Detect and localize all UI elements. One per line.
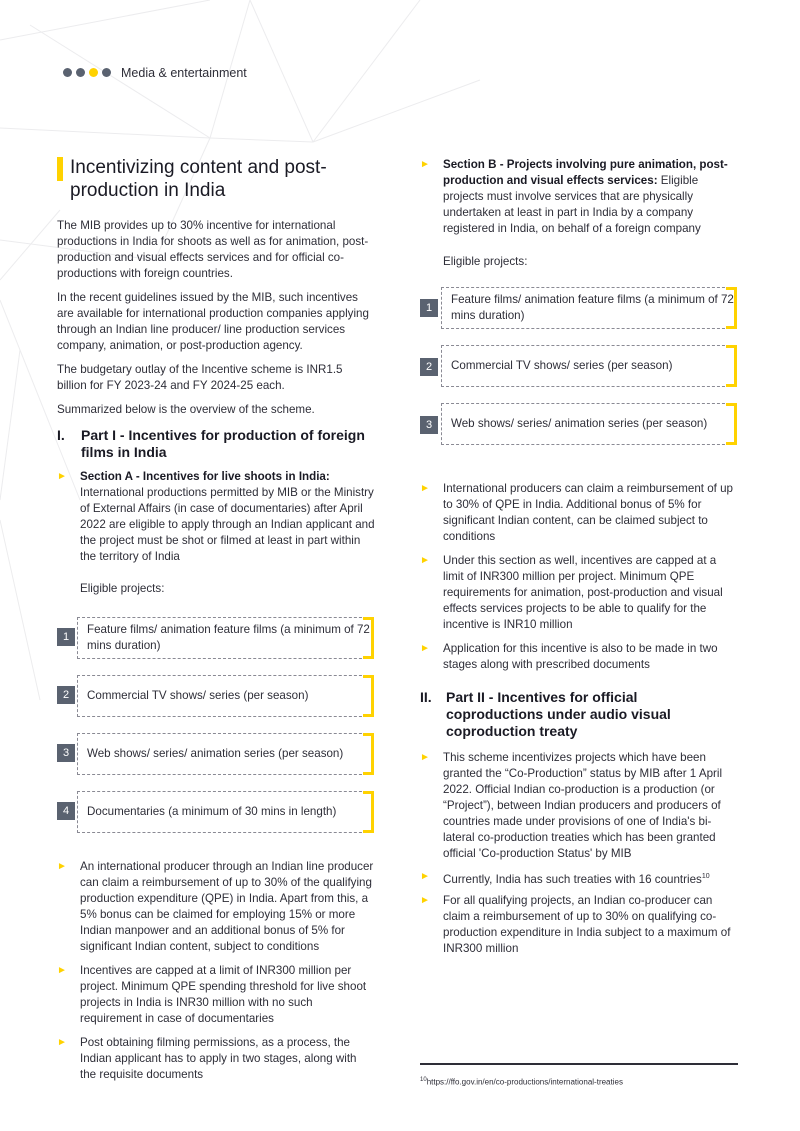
bullet [420,481,738,545]
project-text: Feature films/ animation feature films (a minimum of 72 mins duration) [451,293,734,322]
arrow-bullet-icon: ► [420,871,430,882]
bullet [57,963,375,1027]
part2-heading [420,689,710,740]
arrow-bullet-icon: ► [57,965,67,976]
eligible-label: Eligible projects: [80,582,165,595]
arrow-bullet-icon: ► [420,752,430,763]
heading-number: II. [420,689,432,705]
bullet [420,869,738,888]
bullet [57,859,375,955]
project-number: 3 [57,744,75,762]
eligible-label: Eligible projects: [443,255,528,268]
title-accent-bar [57,157,63,181]
bullet [57,1035,375,1083]
section-indicator-dots [63,68,111,77]
arrow-bullet-icon: ► [420,483,430,494]
project-text: Documentaries (a minimum of 30 mins in length) [87,805,337,818]
bullet-text: Post obtaining filming permissions, as a process, the Indian applicant has to apply in two stages, along with the requisite documents [80,1036,357,1081]
arrow-bullet-icon: ► [420,159,430,170]
bullet-text: Currently, India has such treaties with 16 countries [443,872,702,886]
project-box [441,403,735,445]
intro-paragraph: The budgetary outlay of the Incentive scheme is INR1.5 billion for FY 2023-24 and FY 2024-25 each. [57,363,343,392]
footnote-divider [420,1063,738,1065]
bullet-text: Incentives are capped at a limit of INR300 million per project. Minimum QPE spending threshold for live shoot projects in India is INR30 million with no such requirement in case of documentaries [80,964,367,1025]
intro-paragraph: In the recent guidelines issued by the MIB, such incentives are available for international production companies applying through an Indian line producer/ line production services company, animation, or post-production agency. [57,291,369,352]
part1-heading [57,427,377,461]
intro-paragraph: The MIB provides up to 30% incentive for international productions in India for shoots as well as for animation, post-production and visual effects services and for official co-productions with foreign countries. [57,219,369,280]
project-number: 2 [420,358,438,376]
project-box [441,345,735,387]
bullet [420,750,738,862]
arrow-bullet-icon: ► [420,643,430,654]
intro [57,218,369,418]
bullet-label: Section A - Incentives for live shoots in India: [80,470,330,483]
project-text: Commercial TV shows/ series (per season) [451,359,673,372]
arrow-bullet-icon: ► [57,861,67,872]
intro-paragraph: Summarized below is the overview of the scheme. [57,403,315,416]
project-text: Web shows/ series/ animation series (per season) [451,417,708,430]
project-number: 1 [57,628,75,646]
indicator-dot [63,68,72,77]
section-a-bullet [57,469,375,565]
footnote-number: 10 [420,1077,427,1083]
project-text: Feature films/ animation feature films (a minimum of 72 mins duration) [87,623,370,652]
project-number: 3 [420,416,438,434]
project-text: Commercial TV shows/ series (per season) [87,689,309,702]
project-box [77,791,372,833]
bullet-text: International productions permitted by MIB or the Ministry of External Affairs (in case of documentaries) after April 2022 are eligible to apply through an Indian applicant and the project must be shot or filmed at least in part within the territory of India [80,486,375,563]
bullet [420,641,738,673]
heading-text: Part I - Incentives for production of foreign films in India [81,427,365,460]
project-number: 4 [57,802,75,820]
footnote [420,1077,623,1087]
bullet-text: For all qualifying projects, an Indian co-producer can claim a reimbursement of up to 30% on qualifying co-production expenditure in India subject to a maximum of INR300 million [443,894,731,955]
bullet-label: Section B - Projects involving pure animation, post-production and visual effects services: [443,158,728,187]
project-number: 2 [57,686,75,704]
indicator-dot [102,68,111,77]
bullet-text: This scheme incentivizes projects which have been granted the “Co-Production” status by MIB after 1 April 2022. Official Indian co-production is a production (or “Project”), between Indian producers and producers of countries made under provisions of one of India's bi-lateral co-production treaties which has been granted official 'Co-production Status' by MIB [443,751,723,860]
footnote-reference[interactable]: 10 [701,873,710,880]
arrow-bullet-icon: ► [57,1037,67,1048]
bullet-text: An international producer through an Indian line producer can claim a reimbursement of up to 30% of the qualifying production expenditure (QPE) in India. Apart from this, a 5% bonus can be claimed for employing 15% or more Indian manpower and an additional bonus of 5% for significant Indian content, subject to conditions [80,860,374,953]
project-box [77,617,372,659]
bullet-text: Eligible projects must involve services that are physically undertaken at least in part in India by a company registered in India, on behalf of a foreign company [443,174,701,235]
arrow-bullet-icon: ► [57,471,67,482]
section-b-bullet [420,157,740,237]
arrow-bullet-icon: ► [420,555,430,566]
indicator-dot-active [89,68,98,77]
project-text: Web shows/ series/ animation series (per season) [87,747,344,760]
bullet [420,553,738,633]
project-box [77,675,372,717]
indicator-dot [76,68,85,77]
project-box [441,287,735,329]
heading-number: I. [57,427,65,443]
bullet-text: Application for this incentive is also to be made in two stages along with prescribed documents [443,642,718,671]
heading-text: Part II - Incentives for official coproductions under audio visual coproduction treaty [446,689,671,739]
bullet [420,893,738,957]
bullet-text: Under this section as well, incentives are capped at a limit of INR300 million per project. Minimum QPE requirements for animation, post-production and visual effects services projects to be able to qualify for the incentive is INR10 million [443,554,723,631]
bullet-text: International producers can claim a reimbursement of up to 30% of QPE in India. Additional bonus of 5% for significant Indian content, can be claimed subject to conditions [443,482,733,543]
project-box [77,733,372,775]
running-header: Media & entertainment [121,66,247,80]
arrow-bullet-icon: ► [420,895,430,906]
project-number: 1 [420,299,438,317]
page-title: Incentivizing content and post-production in India [70,157,327,201]
footnote-link[interactable]: https://ffo.gov.in/en/co-productions/international-treaties [426,1077,623,1087]
